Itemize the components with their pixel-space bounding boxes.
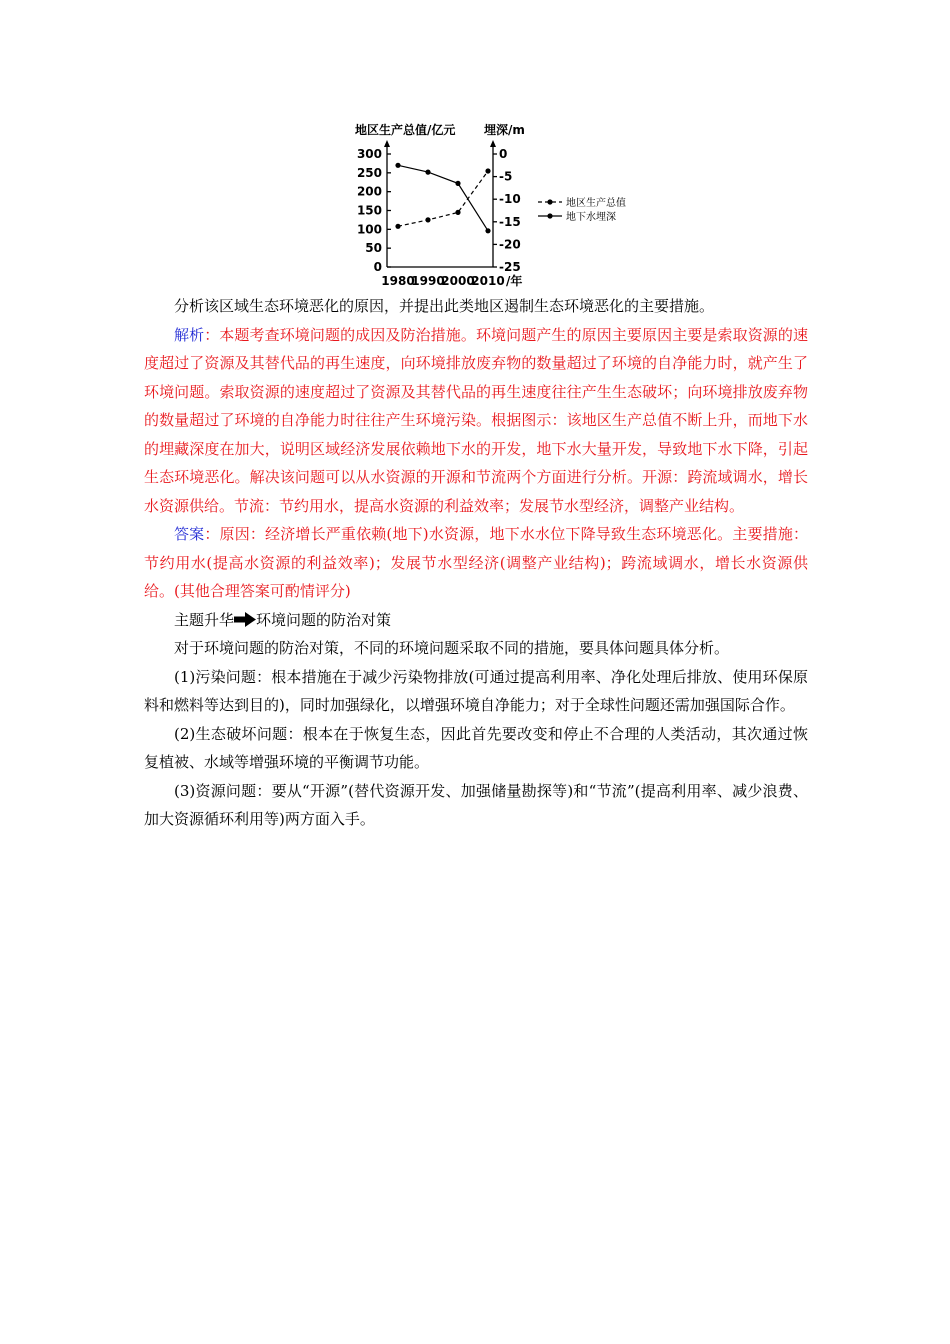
theme-intro: 对于环境问题的防治对策，不同的环境问题采取不同的措施，要具体问题具体分析。 <box>174 639 730 657</box>
left-axis-arrow <box>384 140 390 147</box>
analysis-text: ：本题考查环境问题的成因及防治措施。环境问题产生的原因主要原因主要是索取资源的速度超过了资源及其替代品的再生速度，向环境排放废弃物的数量超过了环境的自净能力时，就产生了环境问题。索取资源的速度超过了资源及其替代品的再生速度往往产生生态破坏；向环境排放废弃物的数量超过了环境的自净能力时往往产生环境污染。根据图示：该地区生产总值不断上升，而地下水的埋藏深度在加大，说明区域经济发展依赖地下水的开发，地下水大量开发，导致地下水下降，引起生态环境恶化。解决该问题可以从水资源的开源和节流两个方面进行分析。开源：跨流域调水，增长水资源供给。节流：节约用水，提高水资源的利益效率；发展节水型经济，调整产业结构。 <box>144 325 808 515</box>
answer-paragraph <box>144 520 808 606</box>
right-tick-label: -20 <box>499 237 521 252</box>
right-tick-label: 0 <box>499 147 508 161</box>
answer-label: 答案 <box>174 525 205 543</box>
legend-marker <box>547 199 552 204</box>
x-unit: /年 <box>506 274 523 288</box>
x-tick-label: 2010 <box>471 274 505 288</box>
legend-label: 地区生产总值 <box>566 198 626 209</box>
theme-prefix: 主题升华 <box>174 610 235 629</box>
left-axis-label: 地区生产总值/亿元 <box>355 123 456 137</box>
data-point <box>425 170 430 175</box>
series-line <box>398 171 488 226</box>
data-point <box>425 217 430 222</box>
left-tick-label: 100 <box>356 222 382 237</box>
left-tick-label: 150 <box>356 203 382 218</box>
right-axis-label: 埋深/m <box>484 123 525 137</box>
chart <box>352 118 642 290</box>
x-tick-label: 2000 <box>441 274 475 288</box>
data-point <box>455 181 460 186</box>
right-tick-label: -25 <box>499 260 521 274</box>
data-point <box>395 224 400 229</box>
legend-label: 地下水埋深 <box>566 212 616 223</box>
x-tick-label: 1980 <box>381 274 415 288</box>
right-tick-label: -10 <box>499 192 521 207</box>
question-text: 分析该区域生态环境恶化的原因，并提出此类地区遏制生态环境恶化的主要措施。 <box>174 297 715 315</box>
data-point <box>485 228 490 233</box>
theme-item: (2)生态破坏问题：根本在于恢复生态，因此首先要改变和停止不合理的人类活动，其次通过恢复植被、水域等增强环境的平衡调节功能。 <box>144 724 808 771</box>
theme-item: (1)污染问题：根本措施在于减少污染物排放(可通过提高利用率、净化处理后排放、使用环保原料和燃料等达到目的)，同时加强绿化，以增强环境自净能力；对于全球性问题还需加强国际合作。 <box>144 667 808 714</box>
left-tick-label: 250 <box>356 165 382 180</box>
data-point <box>455 210 460 215</box>
left-tick-label: 300 <box>356 147 382 161</box>
theme-heading <box>144 606 808 635</box>
answer-text: ：原因：经济增长严重依赖(地下)水资源，地下水水位下降导致生态环境恶化。主要措施：节约用水(提高水资源的利益效率)；发展节水型经济(调整产业结构)；跨流域调水，增长水资源供给。(其他合理答案可酌情评分) <box>144 525 808 600</box>
x-tick-label: 1990 <box>411 274 445 288</box>
left-tick-label: 0 <box>373 260 382 274</box>
data-point <box>485 168 490 173</box>
right-tick-label: -15 <box>499 214 521 229</box>
right-axis-arrow <box>490 140 496 147</box>
legend-marker <box>547 213 552 218</box>
document-body <box>144 292 808 834</box>
left-tick-label: 50 <box>365 241 382 256</box>
theme-item: (3)资源问题：要从“开源”(替代资源开发、加强储量勘探等)和“节流”(提高利用率、减少浪费、加大资源循环利用等)两方面入手。 <box>144 781 808 828</box>
analysis-label: 解析 <box>174 325 205 344</box>
series-line <box>398 165 488 231</box>
theme-title: 环境问题的防治对策 <box>256 610 392 629</box>
left-tick-label: 200 <box>356 184 382 199</box>
right-tick-label: -5 <box>499 169 513 184</box>
data-point <box>395 163 400 168</box>
analysis-paragraph <box>144 321 808 521</box>
right-arrow-icon <box>234 612 256 627</box>
